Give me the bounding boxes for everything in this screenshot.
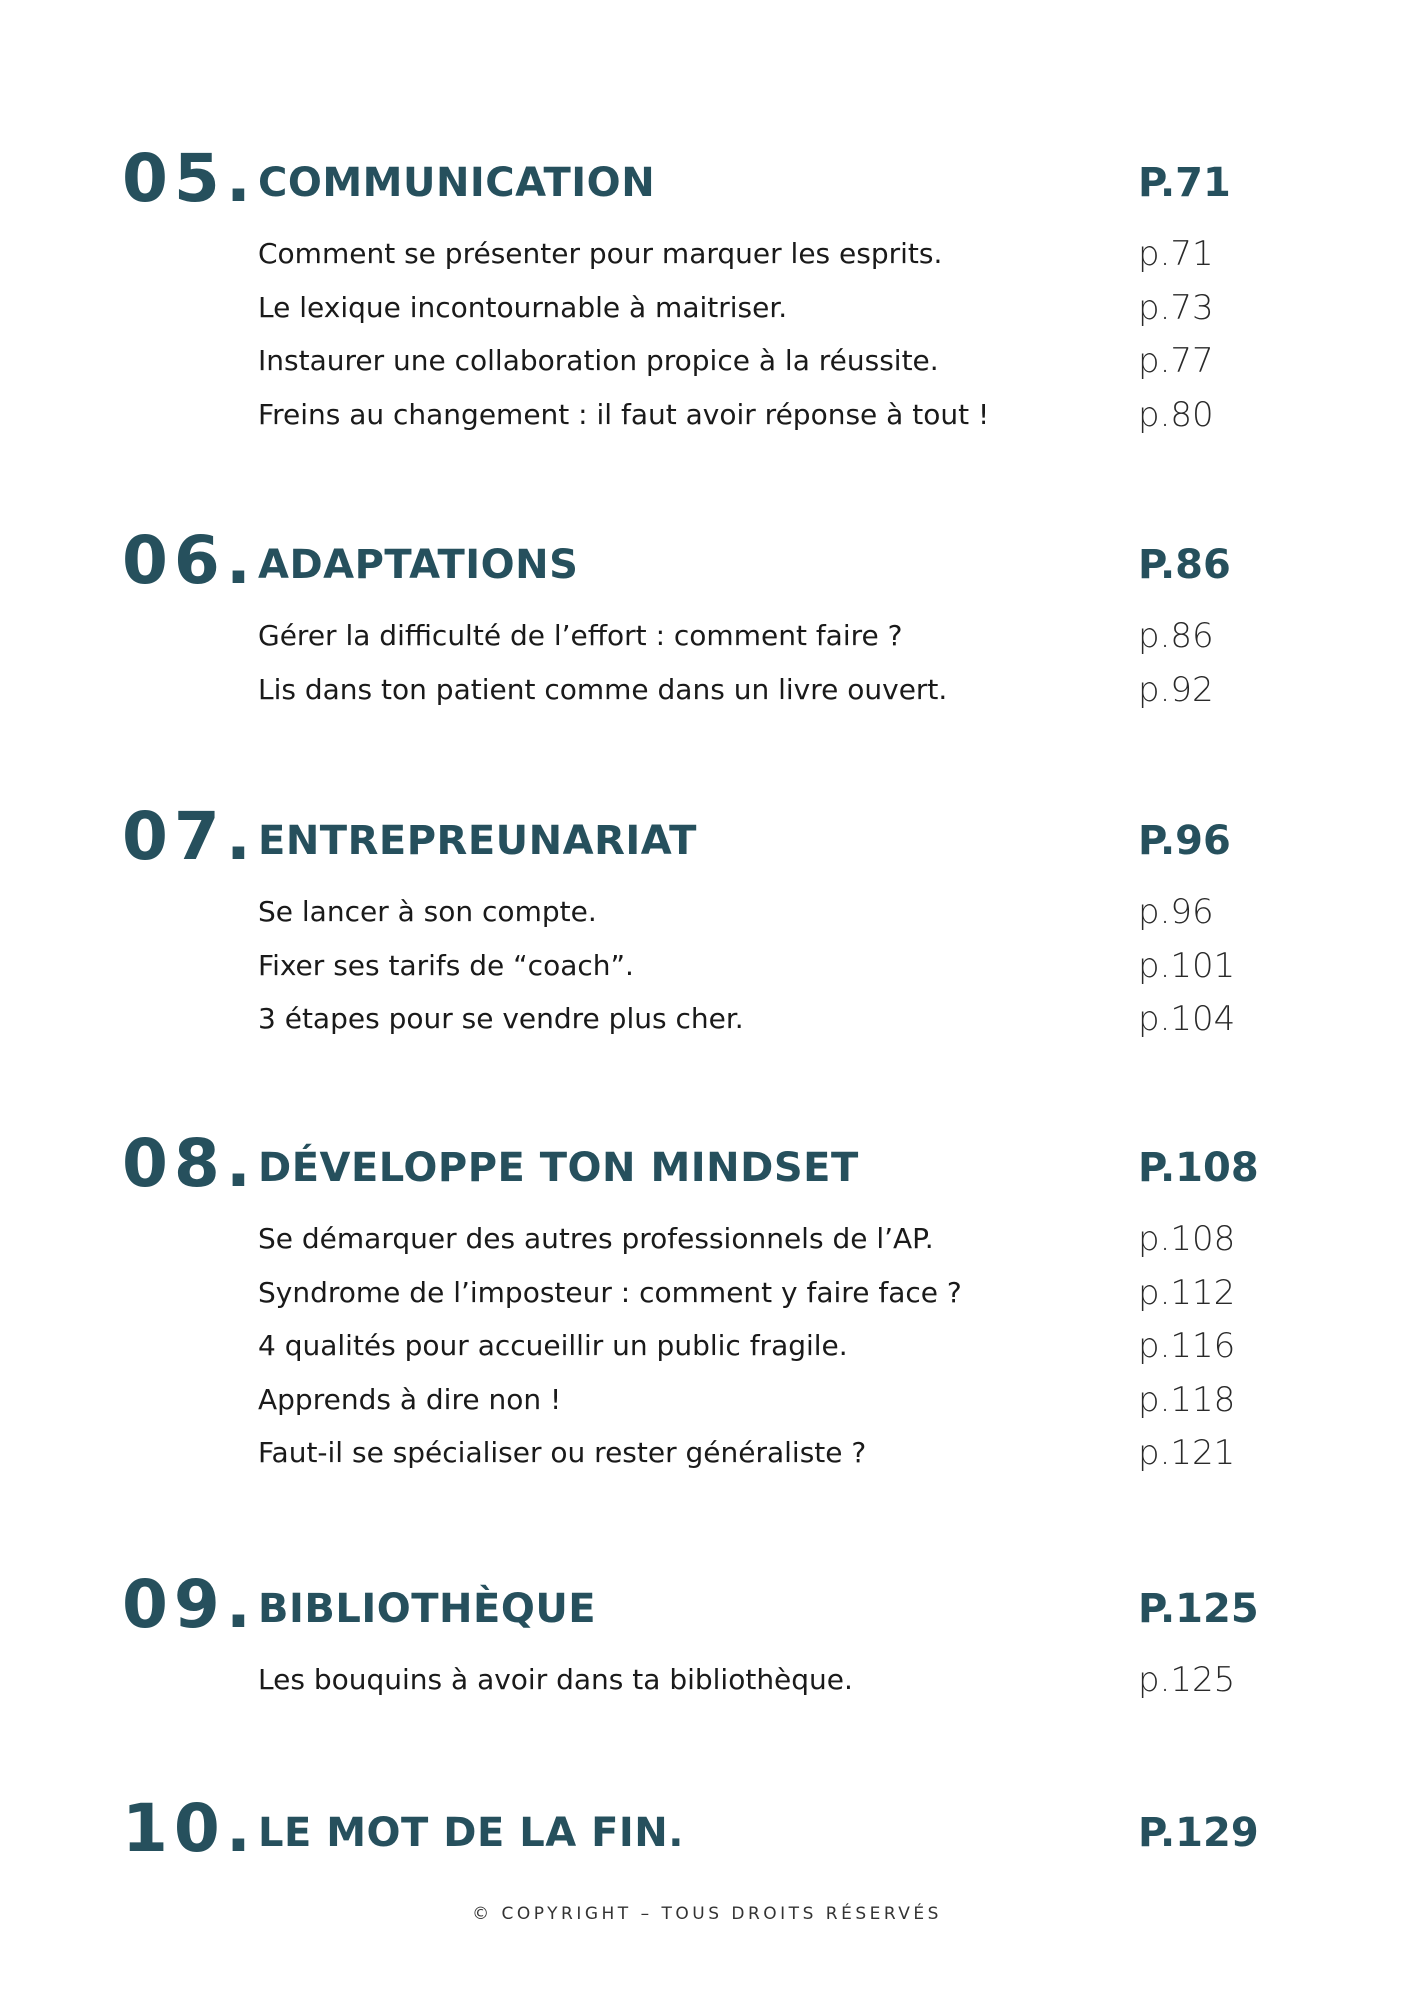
section-number: 08. [122, 1125, 257, 1202]
toc-item-label: Le lexique incontournable à maitriser. [258, 290, 788, 324]
section-page[interactable]: P.108 [1138, 1145, 1259, 1191]
toc-item-label: Fixer ses tarifs de “coach”. [258, 948, 634, 982]
toc-item-page: p.101 [1138, 945, 1236, 986]
toc-item-label: Apprends à dire non ! [258, 1382, 562, 1416]
section-title[interactable]: ADAPTATIONS [258, 542, 579, 588]
toc-item-label: Syndrome de l’imposteur : comment y faire face ? [258, 1275, 962, 1309]
toc-item-label: Instaurer une collaboration propice à la réussite. [258, 344, 939, 377]
toc-item-label: Les bouquins à avoir dans ta bibliothèque. [258, 1663, 853, 1696]
toc-item[interactable] [0, 234, 1414, 288]
toc-item-page: p.121 [1138, 1433, 1236, 1473]
section-page[interactable]: P.129 [1138, 1810, 1259, 1856]
toc-item[interactable] [0, 616, 1414, 670]
toc-item-page: p.71 [1138, 234, 1214, 274]
toc-item-label: Se démarquer des autres professionnels de l’AP. [258, 1222, 934, 1255]
toc-item[interactable] [0, 1433, 1414, 1487]
section-number: 09. [122, 1566, 257, 1643]
section-number: 10. [122, 1790, 257, 1867]
section-title[interactable]: BIBLIOTHÈQUE [258, 1586, 597, 1632]
section-title[interactable]: ENTREPREUNARIAT [258, 818, 697, 864]
section-page[interactable]: P.86 [1138, 542, 1231, 588]
toc-item-label: 4 qualités pour accueillir un public fragile. [258, 1329, 848, 1362]
toc-item-label: Lis dans ton patient comme dans un livre ouvert. [258, 672, 948, 706]
toc-item-page: p.96 [1138, 892, 1214, 932]
toc-item-page: p.116 [1138, 1326, 1236, 1366]
toc-item-page: p.73 [1138, 287, 1214, 328]
toc-item[interactable] [0, 999, 1414, 1053]
toc-item-label: Se lancer à son compte. [258, 895, 597, 928]
toc-item-page: p.125 [1138, 1660, 1236, 1700]
toc-item[interactable] [0, 1660, 1414, 1714]
toc-item[interactable] [0, 1219, 1414, 1273]
toc-item-page: p.92 [1138, 669, 1214, 710]
toc-item-page: p.77 [1138, 341, 1214, 381]
section-title[interactable]: COMMUNICATION [258, 160, 656, 206]
toc-item-page: p.104 [1138, 999, 1236, 1039]
toc-item[interactable] [0, 1273, 1414, 1327]
section-number: 05. [122, 140, 257, 217]
toc-item[interactable] [0, 946, 1414, 1000]
toc-item-label: Comment se présenter pour marquer les esprits. [258, 237, 943, 270]
toc-item-page: p.112 [1138, 1272, 1236, 1313]
section-number: 06. [122, 522, 257, 599]
toc-item-page: p.108 [1138, 1219, 1236, 1259]
toc-item[interactable] [0, 288, 1414, 342]
section-items [0, 892, 1414, 1053]
section-items [0, 1219, 1414, 1487]
toc-item-page: p.118 [1138, 1379, 1236, 1420]
toc-item[interactable] [0, 670, 1414, 724]
toc-item-label: Gérer la difficulté de l’effort : comment faire ? [258, 619, 903, 652]
section-items [0, 1660, 1414, 1714]
section-items [0, 234, 1414, 448]
toc-item-page: p.80 [1138, 394, 1214, 435]
section-page[interactable]: P.125 [1138, 1586, 1259, 1632]
toc-item-page: p.86 [1138, 616, 1214, 656]
section-page[interactable]: P.71 [1138, 160, 1231, 206]
toc-item[interactable] [0, 395, 1414, 449]
toc-item-label: 3 étapes pour se vendre plus cher. [258, 1002, 744, 1035]
section-title[interactable]: LE MOT DE LA FIN. [258, 1810, 684, 1856]
toc-item[interactable] [0, 341, 1414, 395]
toc-item-label: Faut-il se spécialiser ou rester généraliste ? [258, 1436, 867, 1469]
section-number: 07. [122, 798, 257, 875]
section-items [0, 616, 1414, 723]
toc-item-label: Freins au changement : il faut avoir réponse à tout ! [258, 397, 990, 431]
toc-item[interactable] [0, 892, 1414, 946]
section-title[interactable]: DÉVELOPPE TON MINDSET [258, 1145, 859, 1191]
toc-item[interactable] [0, 1380, 1414, 1434]
copyright-footer: © COPYRIGHT – TOUS DROITS RÉSERVÉS [472, 1904, 942, 1924]
section-page[interactable]: P.96 [1138, 818, 1231, 864]
toc-item[interactable] [0, 1326, 1414, 1380]
